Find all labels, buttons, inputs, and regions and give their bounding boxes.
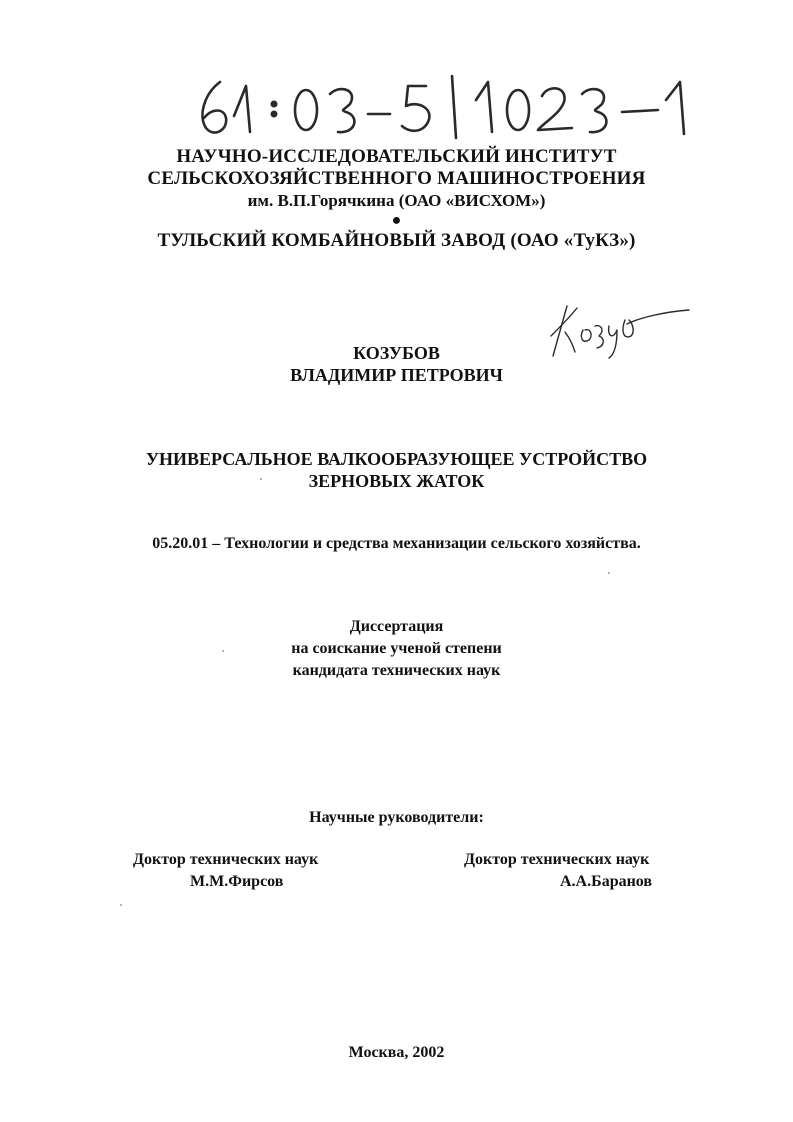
- scan-speck: [120, 904, 122, 906]
- institution-line-2: СЕЛЬСКОХОЗЯЙСТВЕННОГО МАШИНОСТРОЕНИЯ: [147, 168, 646, 189]
- supervisor-right: [464, 849, 684, 893]
- supervisor-right-name: А.А.Баранов: [560, 873, 653, 890]
- supervisors-heading: Научные руководители:: [309, 809, 484, 826]
- place-and-year: Москва, 2002: [348, 1044, 445, 1061]
- supervisor-left-title: Доктор технических наук: [133, 851, 319, 868]
- scan-speck: [222, 650, 224, 652]
- title-line-2: ЗЕРНОВЫХ ЖАТОК: [308, 471, 485, 491]
- author-surname: КОЗУБОВ: [353, 343, 440, 363]
- institution-line-4: ТУЛЬСКИЙ КОМБАЙНОВЫЙ ЗАВОД (ОАО «ТуКЗ»): [157, 230, 636, 251]
- handwritten-catalog-number-drawing: [190, 72, 710, 142]
- institution-line-3: им. В.П.Горячкина (ОАО «ВИСХОМ»): [247, 191, 546, 210]
- handwritten-catalog-number: [190, 72, 710, 142]
- institution-header: [0, 146, 793, 252]
- specialty-code-and-name: 05.20.01 – Технологии и средства механизации сельского хозяйства.: [152, 535, 641, 552]
- supervisor-right-title: Доктор технических наук: [464, 851, 650, 868]
- institution-line-1: НАУЧНО-ИССЛЕДОВАТЕЛЬСКИЙ ИНСТИТУТ: [176, 146, 617, 167]
- degree-block: [0, 616, 793, 682]
- scan-speck: [260, 478, 262, 480]
- author-block: [0, 342, 793, 386]
- dissertation-title: [0, 448, 793, 492]
- specialty-block: [0, 534, 793, 554]
- author-given-names: ВЛАДИМИР ПЕТРОВИЧ: [290, 365, 503, 385]
- degree-line-2: на соискание ученой степени: [291, 640, 502, 657]
- degree-line-1: Диссертация: [349, 618, 444, 635]
- place-year-block: [0, 1043, 793, 1063]
- supervisors-heading-block: [0, 808, 793, 828]
- supervisor-left: [133, 849, 353, 893]
- institution-separator: ●: [391, 212, 402, 229]
- scan-speck: [608, 572, 610, 574]
- title-line-1: УНИВЕРСАЛЬНОЕ ВАЛКООБРАЗУЮЩЕЕ УСТРОЙСТВО: [145, 449, 648, 469]
- supervisor-left-name: М.М.Фирсов: [190, 873, 284, 890]
- degree-line-3: кандидата технических наук: [292, 662, 501, 679]
